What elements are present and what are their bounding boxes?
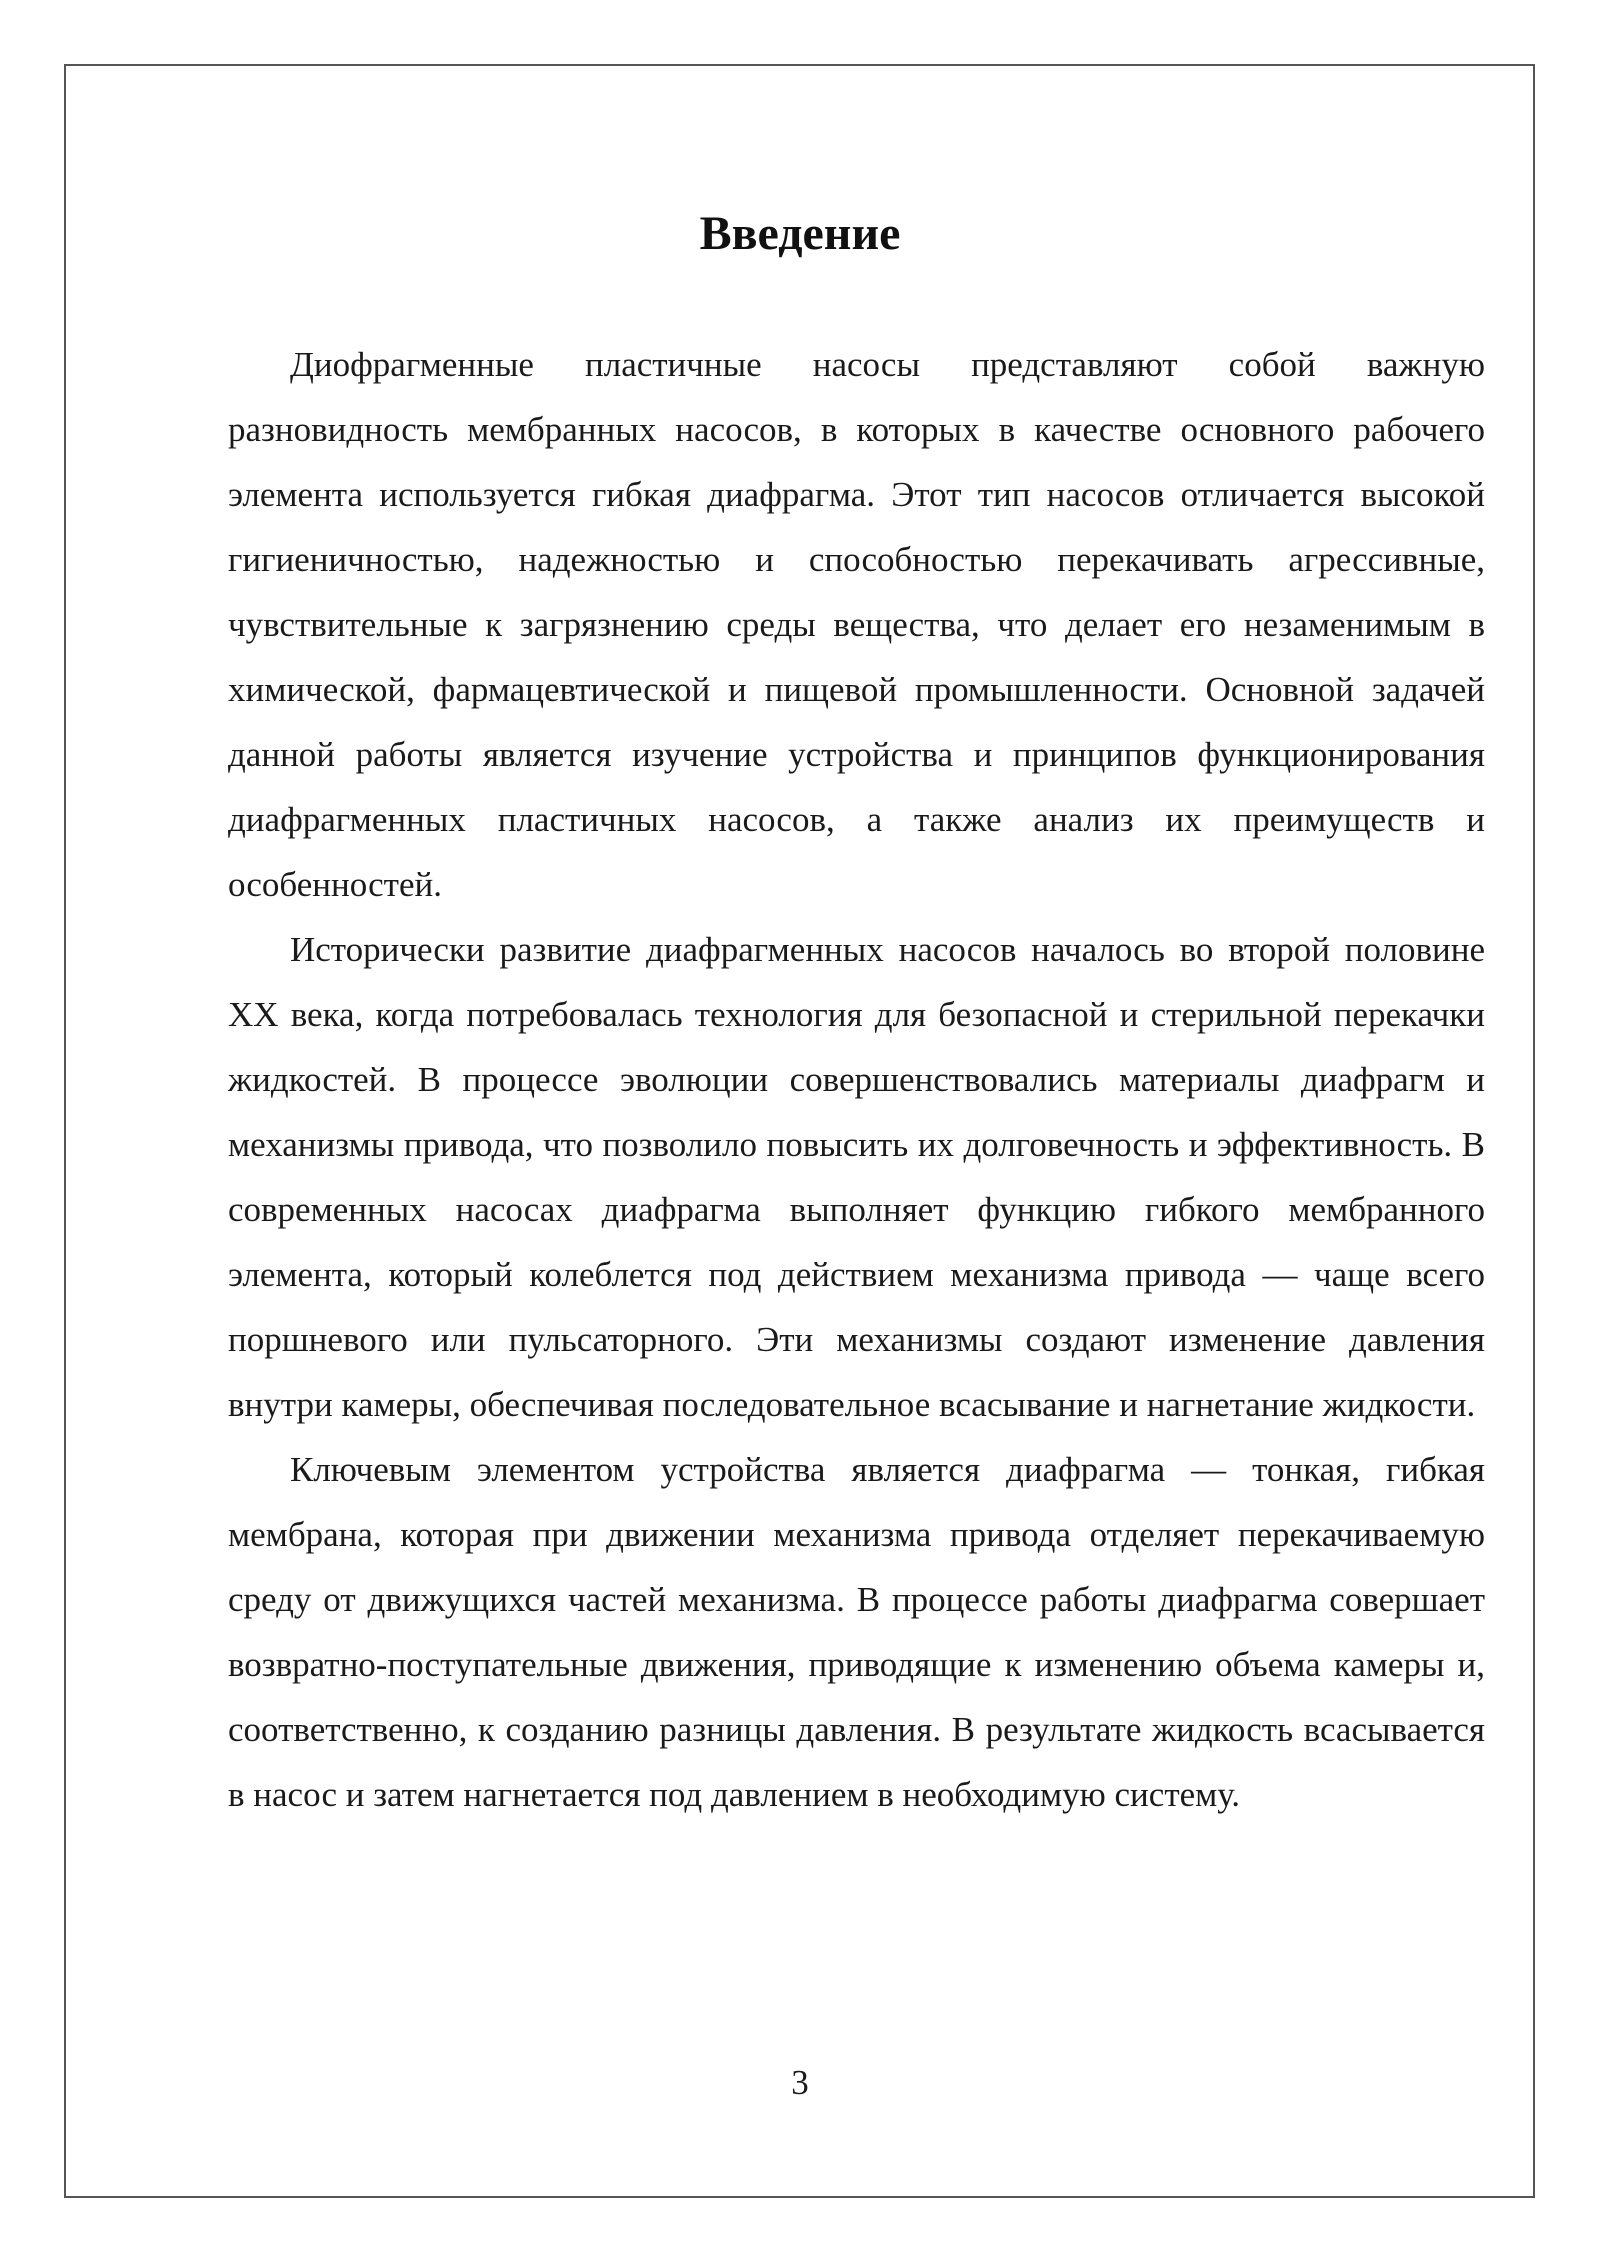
page-title: Введение bbox=[699, 207, 901, 260]
document-body bbox=[228, 332, 1485, 1827]
paragraph-1: Диофрагменные пластичные насосы представляют собой важную разновидность мембранных насосов, в которых в качестве основного рабочего элемента используется гибкая диафрагма. Этот тип насосов отличается высокой гигиеничностью, надежностью и способностью перекачивать агрессивные, чувствительные к загрязнению среды вещества, что делает его незаменимым в химической, фармацевтической и пищевой промышленности. Основной задачей данной работы является изучение устройства и принципов функционирования диафрагменных пластичных насосов, а также анализ их преимуществ и особенностей. bbox=[228, 345, 1485, 904]
paragraph-3: Ключевым элементом устройства является диафрагма — тонкая, гибкая мембрана, которая при движении механизма привода отделяет перекачиваемую среду от движущихся частей механизма. В процессе работы диафрагма совершает возвратно-поступательные движения, приводящие к изменению объема камеры и, соответственно, к созданию разницы давления. В результате жидкость всасывается в насос и затем нагнетается под давлением в необходимую систему. bbox=[228, 1450, 1485, 1814]
page-number: 3 bbox=[791, 2063, 809, 2102]
paragraph-2: Исторически развитие диафрагменных насосов началось во второй половине XX века, когда потребовалась технология для безопасной и стерильной перекачки жидкостей. В процессе эволюции совершенствовались материалы диафрагм и механизмы привода, что позволило повысить их долговечность и эффективность. В современных насосах диафрагма выполняет функцию гибкого мембранного элемента, который колеблется под действием механизма привода — чаще всего поршневого или пульсаторного. Эти механизмы создают изменение давления внутри камеры, обеспечивая последовательное всасывание и нагнетание жидкости. bbox=[228, 930, 1485, 1424]
